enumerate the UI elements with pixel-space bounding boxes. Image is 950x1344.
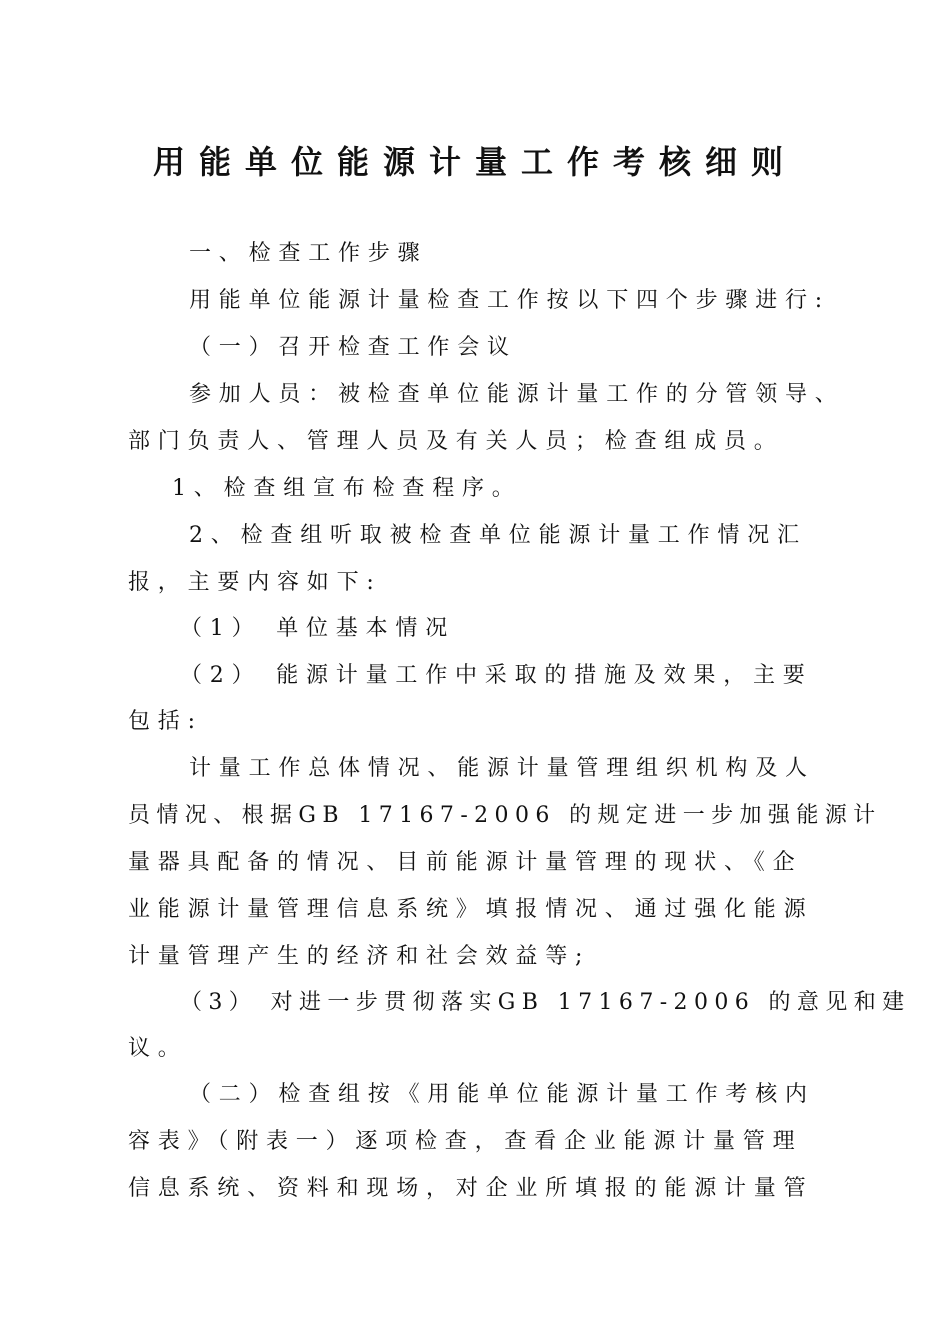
paragraph-line: 信息系统、资料和现场，对企业所填报的能源计量管 bbox=[128, 1176, 814, 1201]
paragraph-line: 参加人员：被检查单位能源计量工作的分管领导、 bbox=[189, 382, 845, 407]
subsection-heading-2: （二）检查组按《用能单位能源计量工作考核内 bbox=[189, 1082, 815, 1107]
paragraph-line: 计量工作总体情况、能源计量管理组织机构及人 bbox=[189, 756, 815, 781]
paragraph-line: 用能单位能源计量检查工作按以下四个步骤进行: bbox=[189, 288, 831, 313]
paragraph-line: 报，主要内容如下: bbox=[128, 570, 382, 595]
paragraph-line: 量器具配备的情况、目前能源计量管理的现状、《企 bbox=[128, 850, 803, 875]
paragraph-line: 业能源计量管理信息系统》填报情况、通过强化能源 bbox=[128, 897, 814, 922]
paragraph-line: 包括: bbox=[128, 709, 203, 734]
list-item: （2） 能源计量工作中采取的措施及效果，主要 bbox=[180, 663, 813, 688]
list-item: （1） 单位基本情况 bbox=[180, 616, 455, 641]
list-item: 1、检查组宣布检查程序。 bbox=[172, 476, 522, 501]
paragraph-line: 容表》（附表一）逐项检查，查看企业能源计量管理 bbox=[128, 1129, 803, 1154]
paragraph-line: 议。 bbox=[128, 1036, 188, 1061]
paragraph-line: 部门负责人、管理人员及有关人员；检查组成员。 bbox=[128, 429, 784, 454]
paragraph-line: 员情况、根据GB 17167-2006 的规定进一步加强能源计 bbox=[128, 803, 882, 828]
subsection-heading-1: （一）召开检查工作会议 bbox=[189, 335, 517, 360]
list-item: 2、检查组听取被检查单位能源计量工作情况汇 bbox=[189, 523, 807, 548]
paragraph-line: 计量管理产生的经济和社会效益等; bbox=[128, 944, 591, 969]
section-heading-1: 一、检查工作步骤 bbox=[189, 241, 428, 266]
list-item: （3） 对进一步贯彻落实GB 17167-2006 的意见和建 bbox=[180, 990, 911, 1015]
document-title: 用能单位能源计量工作考核细则 bbox=[152, 143, 797, 181]
